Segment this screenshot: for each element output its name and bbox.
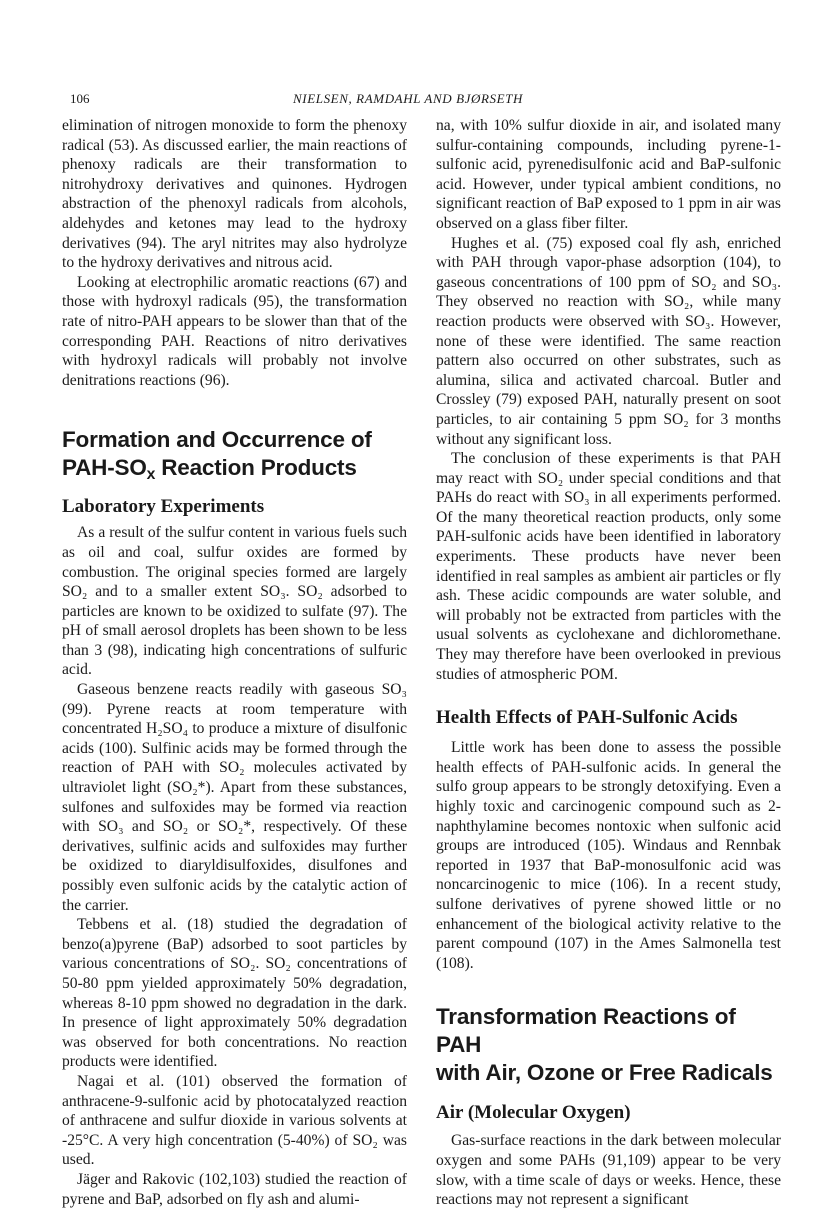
paragraph: Gaseous benzene reacts readily with gaseous SO₃ (99). Pyrene reacts at room temperature with concentrated H₂SO₄ to produce a mixture of disulfonic acids (100). Sulfinic acids may be formed through the reaction of PAH with SO₂ molecules activated by ultraviolet light (SO₂*). Apart from these substances, sulfones and sulfoxides may be formed via reaction with SO₃ and SO₂ or SO₂*, respectively. Of these derivatives, sulfinic acids and sulfoxides may further be oxidized to diaryldisulfoxides, disulfones and possibly even sulfonic acids by the catalytic action of the carrier. <box>62 681 407 914</box>
subsection-heading-health-effects: Health Effects of PAH-Sulfonic Acids <box>436 707 738 729</box>
paragraph: Gas-surface reactions in the dark between molecular oxygen and some PAHs (91,109) appear to be very slow, with a time scale of days or weeks. Hence, these reactions may not represent a significant <box>436 1132 781 1209</box>
subsection-heading-laboratory-experiments: Laboratory Experiments <box>62 496 265 518</box>
left-column <box>62 116 407 1209</box>
page-number: 106 <box>70 91 90 106</box>
subscript-x: x <box>146 466 156 484</box>
section-heading-line: with Air, Ozone or Free Radicals <box>436 1060 773 1086</box>
paragraph: Nagai et al. (101) observed the formation of anthracene-9-sulfonic acid by photocatalyzed reaction of anthracene and sulfur dioxide in various solvents at -25°C. A very high concentration (5-40%) of SO₂ was used. <box>62 1072 407 1169</box>
running-head: NIELSEN, RAMDAHL AND BJØRSETH <box>293 91 523 106</box>
paragraph: na, with 10% sulfur dioxide in air, and isolated many sulfur-containing compounds, including pyrene-1-sulfonic acid, pyrenedisulfonic acid and BaP-sulfonic acid. However, under typical ambient conditions, no significant reaction of BaP exposed to 1 ppm in air was observed on a glass fiber filter. <box>436 117 782 232</box>
paragraph: The conclusion of these experiments is that PAH may react with SO₂ under special conditions and that PAHs do react with SO₃ in all experiments performed. Of the many theoretical reaction products, only some PAH-sulfonic acids have been identified in laboratory experiments. These products have never been identified in real samples as ambient air particles or fly ash. These acidic compounds are water soluble, and will probably not be extracted from particles with the usual solvents as cyclohexane and dichloromethane. They may therefore have been overlooked in previous studies of atmospheric POM. <box>436 450 781 683</box>
section-heading-line: Reaction Products <box>155 455 357 481</box>
section-heading-line: Transformation Reactions of PAH <box>436 1004 736 1058</box>
section-heading-transformation-reactions <box>436 1003 781 1087</box>
paragraph: Jäger and Rakovic (102,103) studied the reaction of pyrene and BaP, adsorbed on fly ash and alumi- <box>62 1170 407 1208</box>
section-heading-line: PAH-SO <box>62 455 147 481</box>
right-column <box>436 116 781 1210</box>
section-heading-pah-sox <box>62 426 407 482</box>
paragraph: As a result of the sulfur content in various fuels such as oil and coal, sulfur oxides are formed by combustion. The original species formed are largely SO₂ and to a smaller extent SO₃. SO₂ adsorbed to particles are known to be oxidized to sulfate (97). The pH of small aerosol droplets has been shown to be less than 3 (98), indicating high concentrations of sulfuric acid. <box>62 524 407 679</box>
paragraph: elimination of nitrogen monoxide to form the phenoxy radical (53). As discussed earlier, the main reactions of phenoxy radicals are their transformation to nitrohydroxy derivatives and quinones. Hydrogen abstraction of the phenoxyl radicals from alcohols, aldehydes and ketones may lead to the hydroxy derivatives (94). The aryl nitrites may also hydrolyze to the hydroxy derivatives and nitrous acid. <box>62 117 407 272</box>
section-heading-line: Formation and Occurrence of <box>62 427 372 453</box>
paragraph: Little work has been done to assess the possible health effects of PAH-sulfonic acids. In general the sulfo group appears to be strongly detoxifying. Even a highly toxic and carcinogenic compound such as 2-naphthylamine becomes nontoxic when sulfonic acid groups are introduced (105). Windaus and Rennbak reported in 1937 that BaP-monosulfonic acid was noncarcinogenic to mice (106). In a recent study, sulfone derivatives of pyrene showed little or no enhancement of the biological activity relative to the parent compound (107) in the Ames Salmonella test (108). <box>436 739 781 972</box>
paragraph: Hughes et al. (75) exposed coal fly ash, enriched with PAH through vapor-phase adsorption (104), to gaseous concentrations of 100 ppm of SO₂ and SO₃. They observed no reaction with SO₂, while many reaction products were observed with SO₃. However, none of these were identified. The same reaction pattern also occurred on other substrates, such as alumina, silica and activated charcoal. Butler and Crossley (79) exposed PAH, naturally present on soot particles, to air containing 5 ppm SO₂ for 3 months without any significant loss. <box>436 234 781 448</box>
paragraph: Tebbens et al. (18) studied the degradation of benzo(a)pyrene (BaP) adsorbed to soot particles by various concentrations of SO₂. SO₂ concentrations of 50-80 ppm yielded approximately 50% degradation, whereas 8-10 ppm showed no degradation in the dark. In presence of light approximately 50% degradation was observed for both concentrations. No reaction products were identified. <box>62 916 407 1071</box>
subsection-heading-air: Air (Molecular Oxygen) <box>436 1102 631 1124</box>
paragraph: Looking at electrophilic aromatic reactions (67) and those with hydroxyl radicals (95), the transformation rate of nitro-PAH appears to be slower than that of the corresponding PAH. Reactions of nitro derivatives with hydroxyl radicals will probably not involve denitrations reactions (96). <box>62 273 407 389</box>
